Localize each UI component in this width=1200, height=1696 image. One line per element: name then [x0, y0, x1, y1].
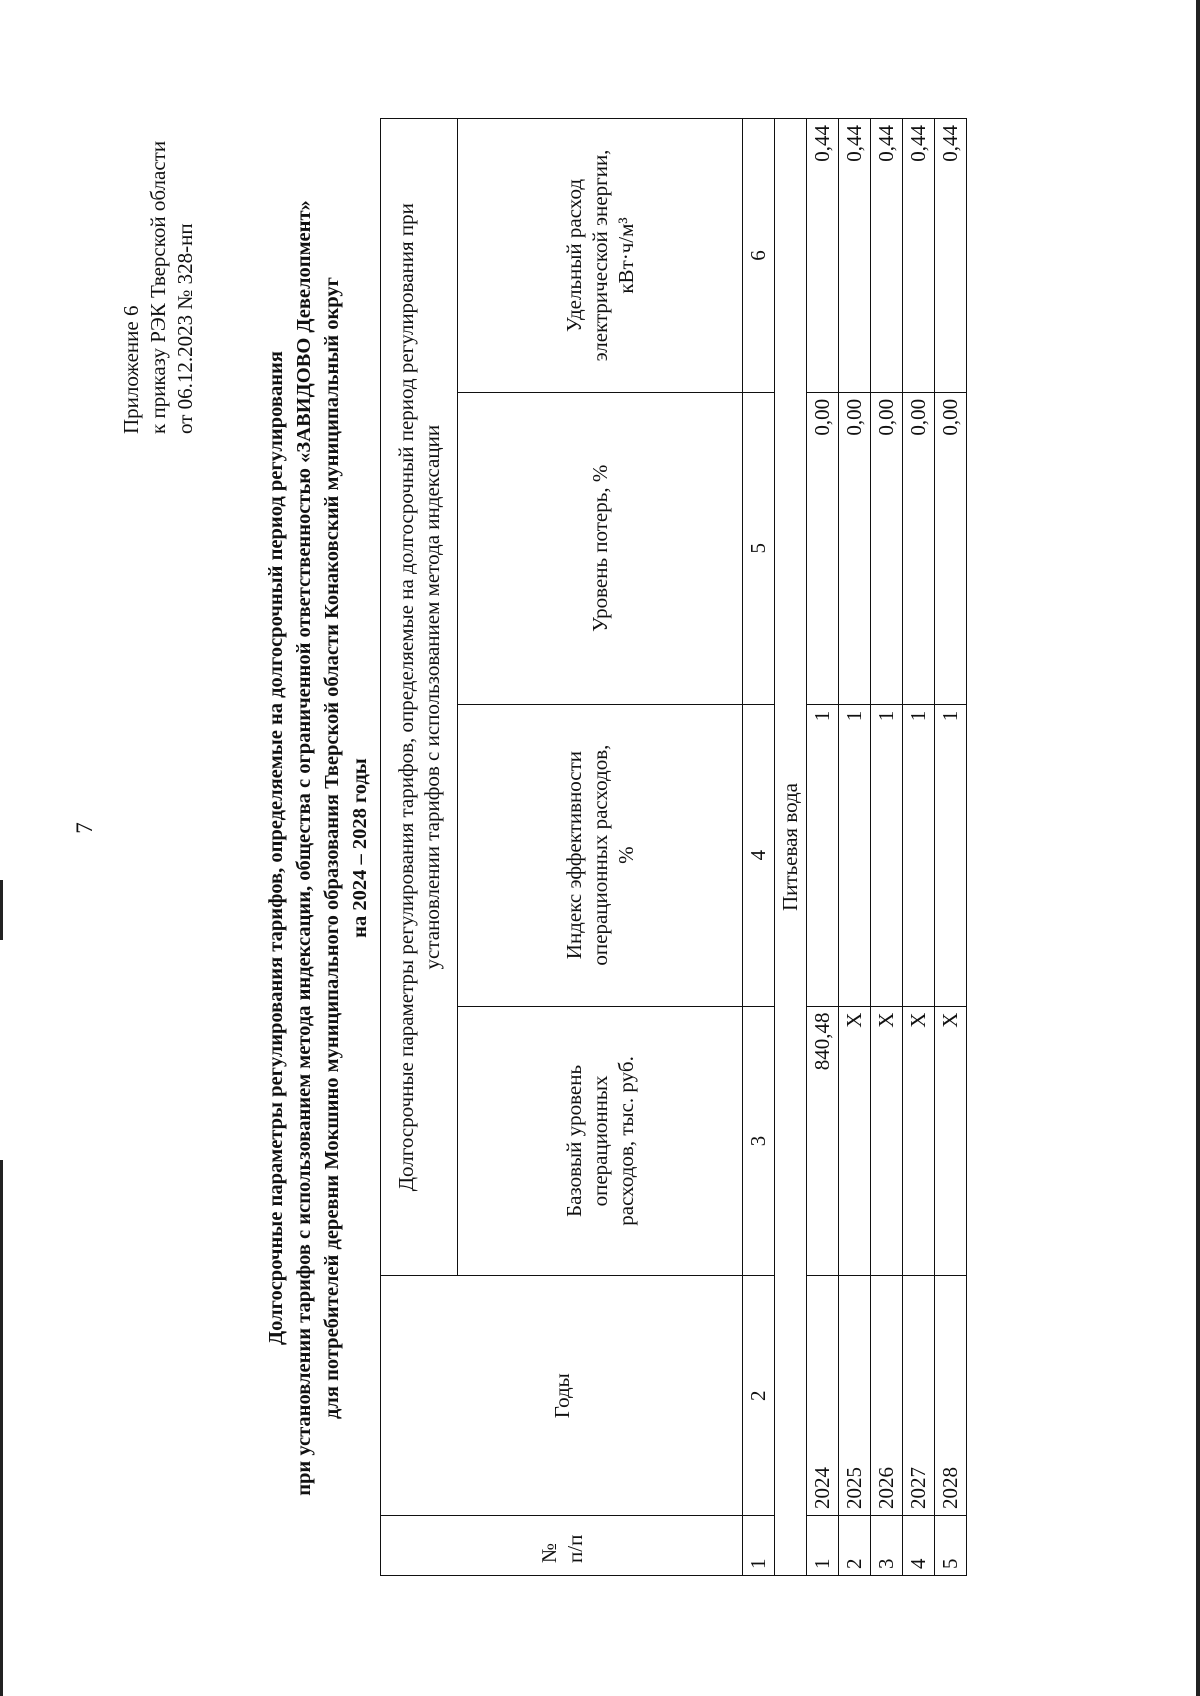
table-row	[807, 119, 839, 1576]
header-losses: Уровень потерь, %	[458, 392, 743, 704]
table-row	[871, 119, 903, 1576]
header-years: Годы	[381, 1276, 743, 1516]
annex-reference	[118, 141, 199, 434]
annex-line: от 06.12.2023 № 328-нп	[173, 223, 197, 434]
row-base-level: Х	[935, 1006, 967, 1276]
row-year: 2027	[903, 1276, 935, 1516]
row-year: 2026	[871, 1276, 903, 1516]
row-base-level: 840,48	[807, 1006, 839, 1276]
row-efficiency-index: 1	[807, 704, 839, 1006]
table-row	[903, 119, 935, 1576]
column-number: 5	[743, 392, 775, 704]
title-line: для потребителей деревни Мокшино муниципального образования Тверской области Конаковский муниципальный округ	[321, 277, 343, 1420]
title-line: Долгосрочные параметры регулирования тарифов, определяемые на долгосрочный период регулирования	[265, 351, 287, 1345]
row-base-level: Х	[871, 1006, 903, 1276]
row-energy: 0,44	[807, 119, 839, 393]
header-energy: Удельный расход электрической энергии, кВт·ч/м³	[458, 119, 743, 393]
row-year: 2025	[839, 1276, 871, 1516]
row-number: 2	[839, 1516, 871, 1576]
row-energy: 0,44	[839, 119, 871, 393]
row-efficiency-index: 1	[871, 704, 903, 1006]
column-number: 2	[743, 1276, 775, 1516]
annex-line: Приложение 6	[119, 305, 143, 434]
row-number: 5	[935, 1516, 967, 1576]
column-number: 3	[743, 1006, 775, 1276]
column-number: 4	[743, 704, 775, 1006]
row-energy: 0,44	[871, 119, 903, 393]
row-energy: 0,44	[935, 119, 967, 393]
header-index: Индекс эффективности операционных расходов, %	[458, 704, 743, 1006]
page-number: 7	[72, 822, 97, 834]
header-num: № п/п	[381, 1516, 743, 1576]
title-line: при установлении тарифов с использованием метода индексации, общества с ограниченной ответственностью «ЗАВИДОВО Девелопмент»	[293, 200, 315, 1496]
table-header-row	[381, 119, 458, 1576]
annex-line: к приказу РЭК Тверской области	[146, 140, 170, 434]
row-losses: 0,00	[871, 392, 903, 704]
row-number: 1	[807, 1516, 839, 1576]
parameters-table	[380, 118, 967, 1576]
row-efficiency-index: 1	[903, 704, 935, 1006]
column-number: 1	[743, 1516, 775, 1576]
header-base: Базовый уровень операционных расходов, тыс. руб.	[458, 1006, 743, 1276]
section-label: Питьевая вода	[775, 119, 807, 1576]
column-number-row	[743, 119, 775, 1576]
row-efficiency-index: 1	[935, 704, 967, 1006]
row-efficiency-index: 1	[839, 704, 871, 1006]
header-group: Долгосрочные параметры регулирования тарифов, определяемые на долгосрочный период регулирования при установлении тарифов с использованием метода индексации	[381, 119, 458, 1276]
table-row	[839, 119, 871, 1576]
row-losses: 0,00	[935, 392, 967, 704]
document-title	[262, 100, 374, 1596]
row-year: 2024	[807, 1276, 839, 1516]
row-number: 4	[903, 1516, 935, 1576]
column-number: 6	[743, 119, 775, 393]
section-row	[775, 119, 807, 1576]
row-losses: 0,00	[807, 392, 839, 704]
row-number: 3	[871, 1516, 903, 1576]
title-line: на 2024 – 2028 годы	[349, 758, 371, 938]
row-losses: 0,00	[903, 392, 935, 704]
row-base-level: Х	[839, 1006, 871, 1276]
row-energy: 0,44	[903, 119, 935, 393]
row-base-level: Х	[903, 1006, 935, 1276]
row-losses: 0,00	[839, 392, 871, 704]
table-row	[935, 119, 967, 1576]
row-year: 2028	[935, 1276, 967, 1516]
